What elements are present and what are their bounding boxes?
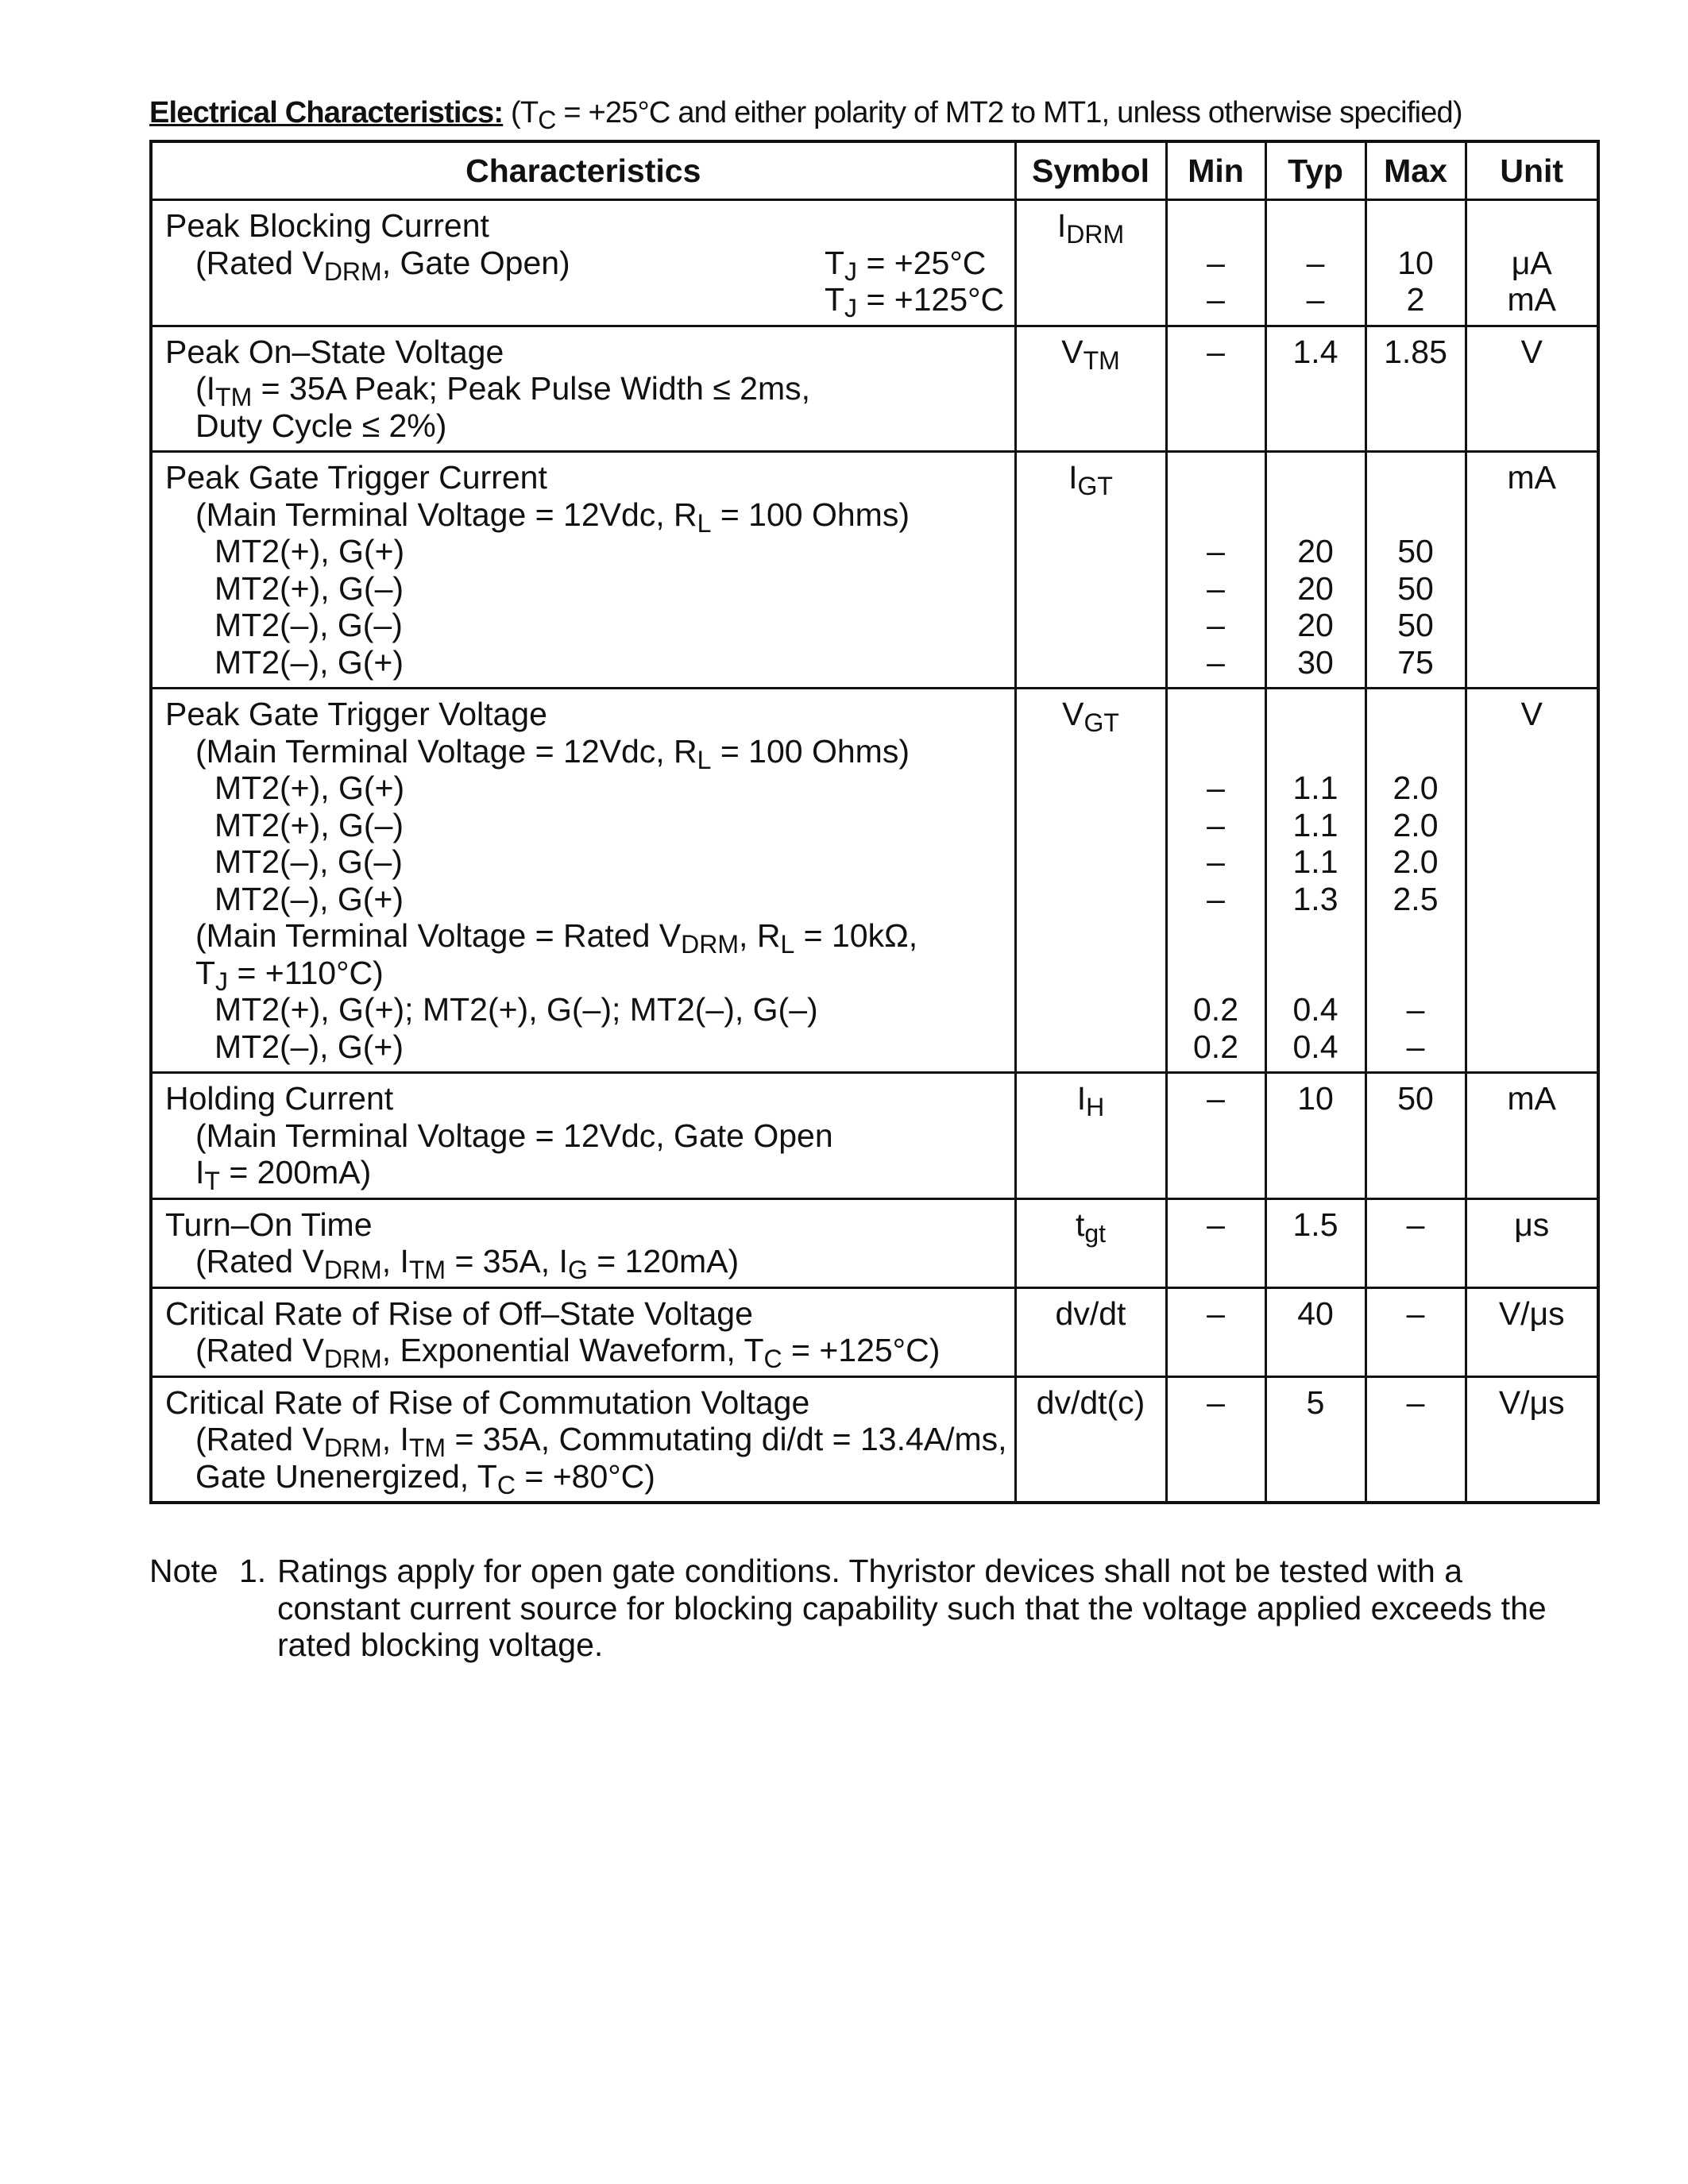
unit-cell: V (1466, 689, 1598, 1073)
characteristic-condition: (Main Terminal Voltage = 12Vdc, $R_L = 100$ Ohms) (195, 496, 910, 538)
characteristic-condition: ($I_{TM} = 35A$ Peak; Peak Pulse Width ≤ 2ms, (195, 370, 811, 411)
characteristic-cell (151, 200, 1015, 326)
unit-cell: mA (1466, 452, 1598, 689)
characteristic-cell (151, 1287, 1015, 1376)
symbol-cell: $V_{GT}$ (1015, 689, 1166, 1073)
tj-condition-2: $T_J = +125^\circ C$ (825, 281, 1005, 322)
min-cell: – (1166, 1073, 1265, 1199)
max-cell: – (1365, 1198, 1466, 1287)
quadrant-label: MT2(–), G(+) (214, 643, 404, 681)
symbol-cell: $I_H$ (1015, 1073, 1166, 1199)
heading-condition-prefix: (T (510, 96, 539, 129)
unit-cell: mA (1466, 1073, 1598, 1199)
symbol-cell: dv/dt(c) (1015, 1376, 1166, 1503)
characteristic-name: Turn–On Time (165, 1206, 373, 1243)
table-row (151, 1073, 1598, 1199)
max-cell: 1.85 (1365, 326, 1466, 452)
typ-cell: 5 (1265, 1376, 1365, 1503)
unit-cell: μs (1466, 1198, 1598, 1287)
quadrant-label: MT2(+), G(–) (214, 806, 404, 843)
characteristic-name: Critical Rate of Rise of Off–State Voltage (165, 1295, 753, 1332)
min-cell: – – (1166, 200, 1265, 326)
max-cell: 50 (1365, 1073, 1466, 1199)
characteristic-condition: (Main Terminal Voltage = 12Vdc, $R_L = 100$ Ohms) (195, 732, 910, 774)
min-cell: – (1166, 326, 1265, 452)
characteristic-condition (165, 281, 1014, 322)
table-row (151, 689, 1598, 1073)
max-cell: 10 2 (1365, 200, 1466, 326)
quadrant-label: MT2(+), G(+); MT2(+), G(–); MT2(–), G(–) (214, 991, 818, 1028)
characteristic-condition: $I_T = 200mA$) (195, 1154, 372, 1195)
table-row (151, 200, 1598, 326)
typ-cell: 1.4 (1265, 326, 1365, 452)
characteristic-cell (151, 326, 1015, 452)
table-row (151, 1376, 1598, 1503)
characteristic-condition: (Rated $V_{DRM}$, Exponential Waveform, $T_C = +125^\circ C$) (195, 1332, 941, 1373)
table-row (151, 452, 1598, 689)
unit-cell: V/μs (1466, 1376, 1598, 1503)
characteristic-name: Holding Current (165, 1080, 394, 1117)
characteristic-name: Critical Rate of Rise of Commutation Voltage (165, 1383, 810, 1421)
quadrant-label: MT2(–), G(+) (214, 1028, 404, 1065)
quadrant-label: MT2(–), G(–) (214, 607, 403, 643)
max-cell: – (1365, 1287, 1466, 1376)
min-cell: – (1166, 1376, 1265, 1503)
characteristic-condition: Duty Cycle ≤ 2%) (195, 407, 447, 444)
quadrant-label: MT2(+), G(+) (214, 770, 405, 806)
typ-cell: 20 20 20 30 (1265, 452, 1365, 689)
typ-cell: – – (1265, 200, 1365, 326)
characteristic-name: Peak On–State Voltage (165, 333, 504, 370)
characteristic-condition: (Rated $V_{DRM}$, $I_{TM} = 35A$, $I_G = 120mA$) (195, 1243, 740, 1284)
characteristic-cell (151, 1198, 1015, 1287)
quadrant-label: MT2(+), G(+) (214, 533, 405, 569)
table-header-row (151, 141, 1598, 200)
table-row (151, 1198, 1598, 1287)
characteristic-name: Peak Blocking Current (165, 207, 489, 244)
characteristic-condition: (Rated $V_{DRM}$, Gate Open) $T_J = +25^\circ C$ (195, 244, 987, 286)
note-body (239, 1553, 1605, 1664)
col-header-max: Max (1365, 141, 1466, 200)
electrical-characteristics-heading (149, 94, 1595, 132)
symbol-cell: $V_{TM}$ (1015, 326, 1166, 452)
quadrant-label: MT2(–), G(–) (214, 843, 403, 880)
col-header-min: Min (1166, 141, 1265, 200)
table-row (151, 1287, 1598, 1376)
col-header-symbol: Symbol (1015, 141, 1166, 200)
heading-condition-text: = +25°C and either polarity of MT2 to MT1, unless otherwise specified) (555, 96, 1462, 129)
tj-condition-1: $T_J = +25^\circ C$ (825, 244, 987, 286)
max-cell: 2.0 2.0 2.0 2.5 – – (1365, 689, 1466, 1073)
quadrant-label: MT2(–), G(+) (214, 880, 404, 917)
note-text: Ratings apply for open gate conditions. Thyristor devices shall not be tested with a constant current source for blocking capability such that the voltage applied exceeds the rated blocking voltage. (277, 1553, 1547, 1663)
col-header-typ: Typ (1265, 141, 1365, 200)
max-cell: – (1365, 1376, 1466, 1503)
max-cell: 50 50 50 75 (1365, 452, 1466, 689)
section-title: Electrical Characteristics: (149, 96, 504, 129)
typ-cell: 40 (1265, 1287, 1365, 1376)
characteristic-cell (151, 452, 1015, 689)
characteristic-condition: (Rated $V_{DRM}$, $I_{TM} = 35A$, Commutating di/dt = 13.4A/ms, (195, 1421, 1007, 1462)
symbol-cell: $I_{GT}$ (1015, 452, 1166, 689)
col-header-characteristics: Characteristics (151, 141, 1015, 200)
characteristic-condition: (Main Terminal Voltage = Rated $V_{DRM}$, $R_L = 10k\Omega$, (195, 917, 918, 959)
characteristic-cell (151, 1376, 1015, 1503)
note-number: 1. (239, 1553, 267, 1589)
note-label: Note (149, 1553, 218, 1589)
unit-cell: V/μs (1466, 1287, 1598, 1376)
min-cell: – (1166, 1287, 1265, 1376)
typ-cell: 1.5 (1265, 1198, 1365, 1287)
characteristic-name: Peak Gate Trigger Current (165, 459, 547, 496)
min-cell: – – – – (1166, 452, 1265, 689)
min-cell: – (1166, 1198, 1265, 1287)
characteristic-cell (151, 689, 1015, 1073)
heading-condition-sub: C (538, 106, 556, 134)
symbol-cell: dv/dt (1015, 1287, 1166, 1376)
table-row (151, 326, 1598, 452)
typ-cell: 1.1 1.1 1.1 1.3 0.4 0.4 (1265, 689, 1365, 1073)
characteristics-table (149, 140, 1600, 1504)
characteristic-name: Peak Gate Trigger Voltage (165, 696, 547, 732)
unit-cell: V (1466, 326, 1598, 452)
characteristic-condition: (Main Terminal Voltage = 12Vdc, Gate Open (195, 1117, 833, 1154)
unit-cell: μA mA (1466, 200, 1598, 326)
symbol-cell: $t_{gt}$ (1015, 1198, 1166, 1287)
characteristic-condition: $T_J = +110^\circ C$) (195, 954, 384, 996)
typ-cell: 10 (1265, 1073, 1365, 1199)
characteristic-condition: Gate Unenergized, $T_C = +80^\circ C$) (195, 1457, 655, 1499)
col-header-unit: Unit (1466, 141, 1598, 200)
quadrant-label: MT2(+), G(–) (214, 569, 404, 607)
characteristic-cell (151, 1073, 1015, 1199)
symbol-cell: $I_{DRM}$ (1015, 200, 1166, 326)
min-cell: – – – – 0.2 0.2 (1166, 689, 1265, 1073)
